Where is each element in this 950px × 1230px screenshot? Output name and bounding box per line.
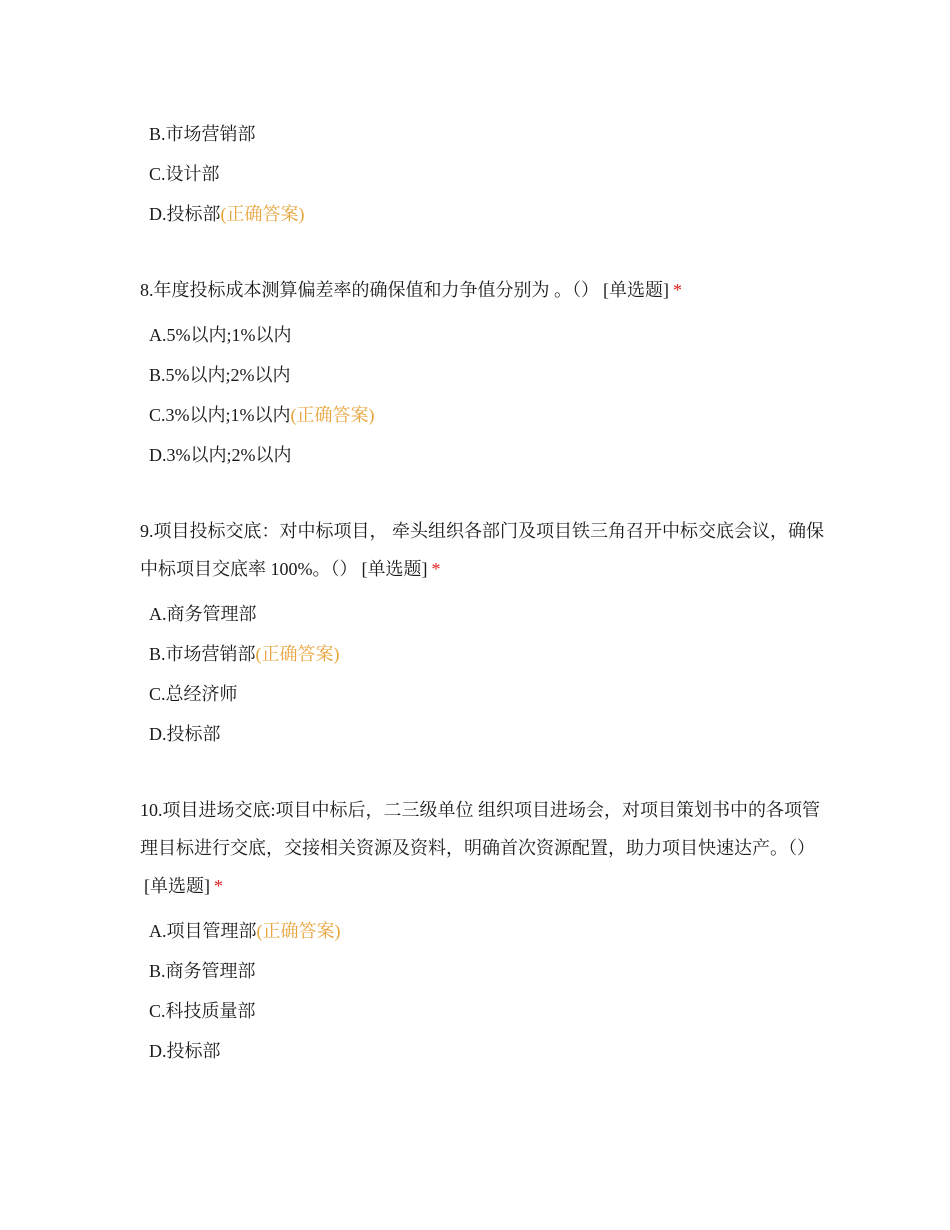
option-list	[140, 315, 830, 475]
option-item[interactable]	[149, 634, 830, 674]
option-item[interactable]	[149, 194, 305, 234]
option-text: A.5%以内;1%以内	[149, 325, 292, 345]
required-mark: *	[431, 559, 441, 579]
option-item[interactable]	[149, 674, 830, 714]
option-item[interactable]	[149, 1031, 830, 1071]
option-text: D.投标部	[149, 724, 221, 744]
question-type-tag: [单选题]	[361, 559, 428, 579]
question-type-tag: [单选题]	[144, 876, 210, 896]
option-item[interactable]	[149, 991, 830, 1031]
correct-answer-label: (正确答案)	[255, 644, 340, 664]
question-stem	[140, 271, 830, 309]
question-9	[140, 512, 830, 754]
option-text: B.市场营销部	[149, 644, 256, 664]
question-text: 8.年度投标成本测算偏差率的确保值和力争值分别为 。（）	[140, 280, 599, 300]
option-text: B.商务管理部	[149, 961, 256, 981]
question-8	[140, 271, 830, 475]
option-item[interactable]	[149, 911, 830, 951]
option-item[interactable]	[149, 714, 830, 754]
option-text: D.3%以内;2%以内	[149, 445, 292, 465]
option-text: B.市场营销部	[149, 124, 256, 144]
question-type-tag: [单选题]	[603, 280, 669, 300]
option-item[interactable]	[149, 114, 305, 154]
option-item[interactable]	[149, 435, 830, 475]
option-item[interactable]	[149, 395, 830, 435]
option-text: C.设计部	[149, 164, 220, 184]
option-text: C.科技质量部	[149, 1001, 256, 1021]
option-text: B.5%以内;2%以内	[149, 365, 291, 385]
question-stem	[140, 791, 830, 905]
option-text: D.投标部	[149, 1041, 221, 1061]
option-list	[140, 594, 830, 754]
question-text: 10.项目进场交底:项目中标后，二三级单位 组织项目进场会，对项目策划书中的各项管理目标进行交底，交接相关资源及资料，明确首次资源配置，助力项目快速达产。（）	[140, 800, 820, 858]
option-text: D.投标部	[149, 204, 221, 224]
option-item[interactable]	[149, 355, 830, 395]
option-item[interactable]	[149, 315, 830, 355]
option-item[interactable]	[149, 154, 305, 194]
required-mark: *	[673, 280, 682, 300]
correct-answer-label: (正确答案)	[256, 921, 341, 941]
correct-answer-label: (正确答案)	[290, 405, 375, 425]
option-item[interactable]	[149, 594, 830, 634]
question-10	[140, 791, 830, 1071]
option-text: C.总经济师	[149, 684, 238, 704]
required-mark: *	[214, 876, 223, 896]
question-stem	[140, 512, 830, 588]
option-item[interactable]	[149, 951, 830, 991]
option-text: C.3%以内;1%以内	[149, 405, 291, 425]
option-text: A.商务管理部	[149, 604, 257, 624]
option-text: A.项目管理部	[149, 921, 257, 941]
continued-options	[149, 114, 305, 234]
question-text: 9.项目投标交底：对中标项目， 牵头组织各部门及项目铁三角召开中标交底会议，确保中标项目交底率 100%。（）	[140, 521, 824, 579]
option-list	[140, 911, 830, 1071]
correct-answer-label: (正确答案)	[220, 204, 305, 224]
